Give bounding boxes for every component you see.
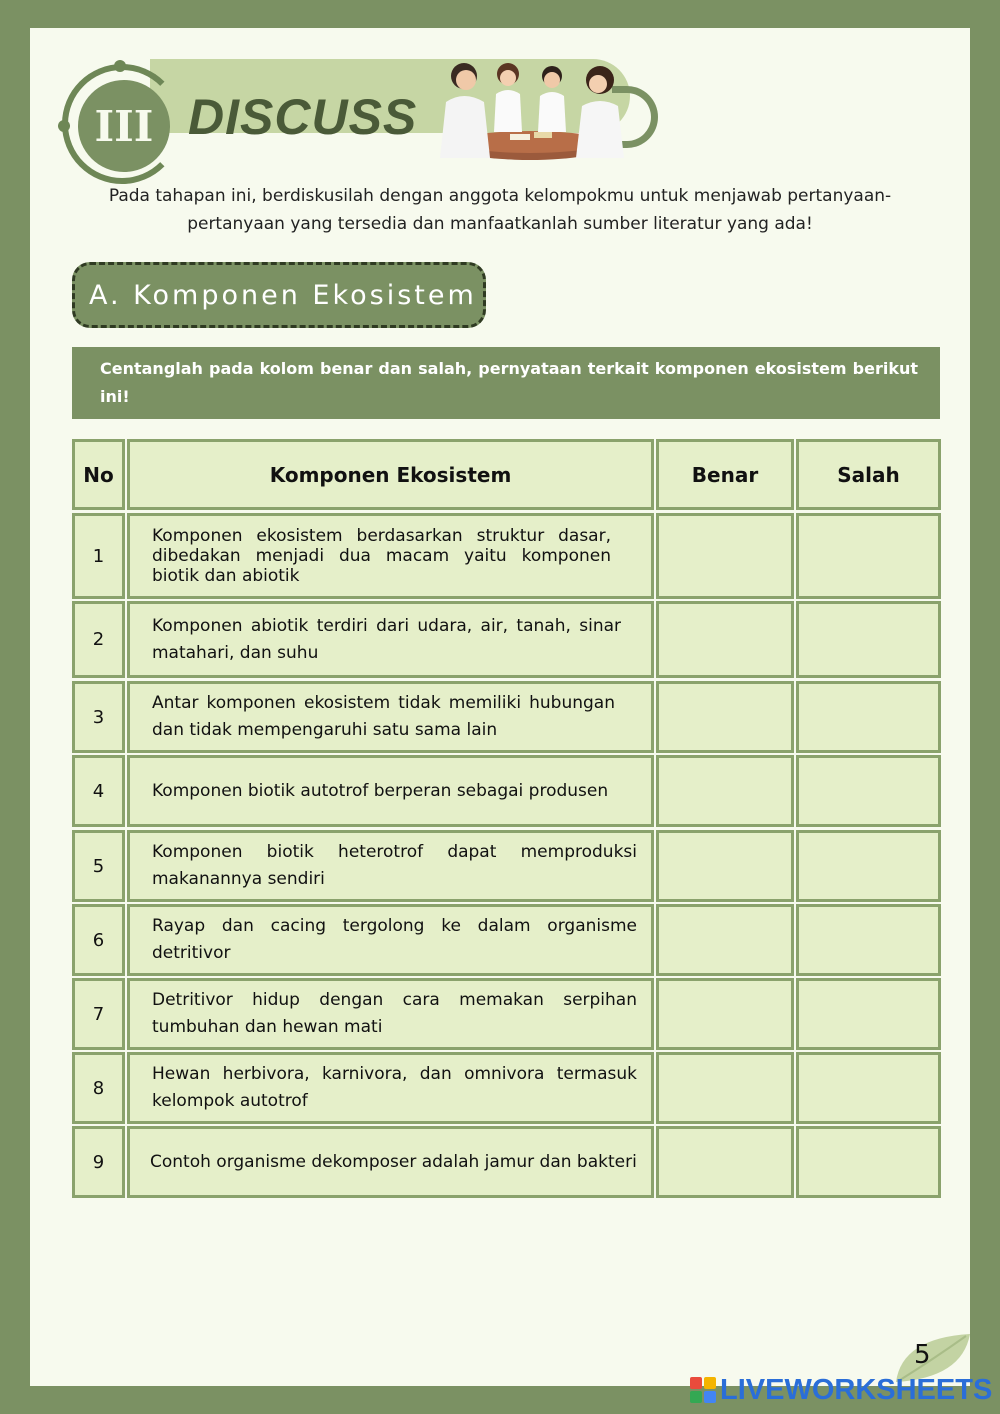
salah-checkbox-cell[interactable]	[796, 978, 941, 1050]
salah-checkbox-cell[interactable]	[796, 1126, 941, 1198]
statement-text: Antar komponen ekosistem tidak memiliki hubungan dan tidak mempengaruhi satu sama lain	[152, 693, 615, 740]
instruction-box: Centanglah pada kolom benar dan salah, pernyataan terkait komponen ekosistem berikut ini!	[72, 347, 940, 419]
row-number: 2	[72, 601, 125, 678]
row-number: 1	[72, 513, 125, 599]
column-header-salah: Salah	[796, 439, 941, 510]
liveworksheets-watermark	[690, 1372, 992, 1408]
statement-text: Komponen biotik heterotrof dapat memproduksi makanannya sendiri	[152, 842, 637, 889]
statement-cell	[127, 1126, 654, 1198]
column-header-no: No	[72, 439, 125, 510]
salah-checkbox-cell[interactable]	[796, 904, 941, 976]
row-number: 9	[72, 1126, 125, 1198]
statement-cell	[127, 904, 654, 976]
statement-cell	[127, 755, 654, 827]
statement-cell	[127, 1052, 654, 1124]
statement-text: Komponen ekosistem berdasarkan struktur dasar, dibedakan menjadi dua macam yaitu komponen biotik dan abiotik	[152, 526, 611, 586]
statement-text: Komponen biotik autotrof berperan sebagai produsen	[152, 780, 609, 801]
benar-checkbox-cell[interactable]	[656, 601, 794, 678]
page-title: DISCUSS	[188, 89, 418, 145]
statement-text: Rayap dan cacing tergolong ke dalam organisme detritivor	[152, 916, 637, 963]
statement-cell	[127, 830, 654, 902]
benar-checkbox-cell[interactable]	[656, 978, 794, 1050]
row-number: 8	[72, 1052, 125, 1124]
row-number: 5	[72, 830, 125, 902]
students-discussion-illustration	[430, 58, 630, 160]
statement-cell	[127, 978, 654, 1050]
statement-text: Contoh organisme dekomposer adalah jamur dan bakteri	[150, 1151, 637, 1172]
row-number: 7	[72, 978, 125, 1050]
salah-checkbox-cell[interactable]	[796, 1052, 941, 1124]
column-header-component: Komponen Ekosistem	[127, 439, 654, 510]
liveworksheets-logo-icon	[690, 1377, 716, 1403]
page-number: 5	[914, 1340, 931, 1370]
statement-cell	[127, 513, 654, 599]
row-number: 4	[72, 755, 125, 827]
benar-checkbox-cell[interactable]	[656, 830, 794, 902]
salah-checkbox-cell[interactable]	[796, 830, 941, 902]
ring-dot	[114, 60, 126, 72]
statement-text: Hewan herbivora, karnivora, dan omnivora termasuk kelompok autotrof	[152, 1064, 637, 1111]
ring-dot	[58, 120, 70, 132]
salah-checkbox-cell[interactable]	[796, 755, 941, 827]
column-header-benar: Benar	[656, 439, 794, 510]
salah-checkbox-cell[interactable]	[796, 513, 941, 599]
benar-checkbox-cell[interactable]	[656, 904, 794, 976]
statement-cell	[127, 601, 654, 678]
statement-text: Komponen abiotik terdiri dari udara, air, tanah, sinar matahari, dan suhu	[152, 615, 621, 663]
watermark-text: LIVEWORKSHEETS	[720, 1373, 993, 1406]
benar-checkbox-cell[interactable]	[656, 681, 794, 753]
benar-checkbox-cell[interactable]	[656, 513, 794, 599]
section-heading: A. Komponen Ekosistem	[72, 262, 486, 328]
row-number: 6	[72, 904, 125, 976]
benar-checkbox-cell[interactable]	[656, 1126, 794, 1198]
statement-text: Detritivor hidup dengan cara memakan serpihan tumbuhan dan hewan mati	[152, 990, 637, 1037]
intro-text: Pada tahapan ini, berdiskusilah dengan anggota kelompokmu untuk menjawab pertanyaan-pertanyaan yang tersedia dan manfaatkanlah sumber literatur yang ada!	[108, 186, 892, 234]
section-number: III	[78, 80, 170, 172]
salah-checkbox-cell[interactable]	[796, 601, 941, 678]
benar-checkbox-cell[interactable]	[656, 1052, 794, 1124]
statement-cell	[127, 681, 654, 753]
row-number: 3	[72, 681, 125, 753]
benar-checkbox-cell[interactable]	[656, 755, 794, 827]
salah-checkbox-cell[interactable]	[796, 681, 941, 753]
